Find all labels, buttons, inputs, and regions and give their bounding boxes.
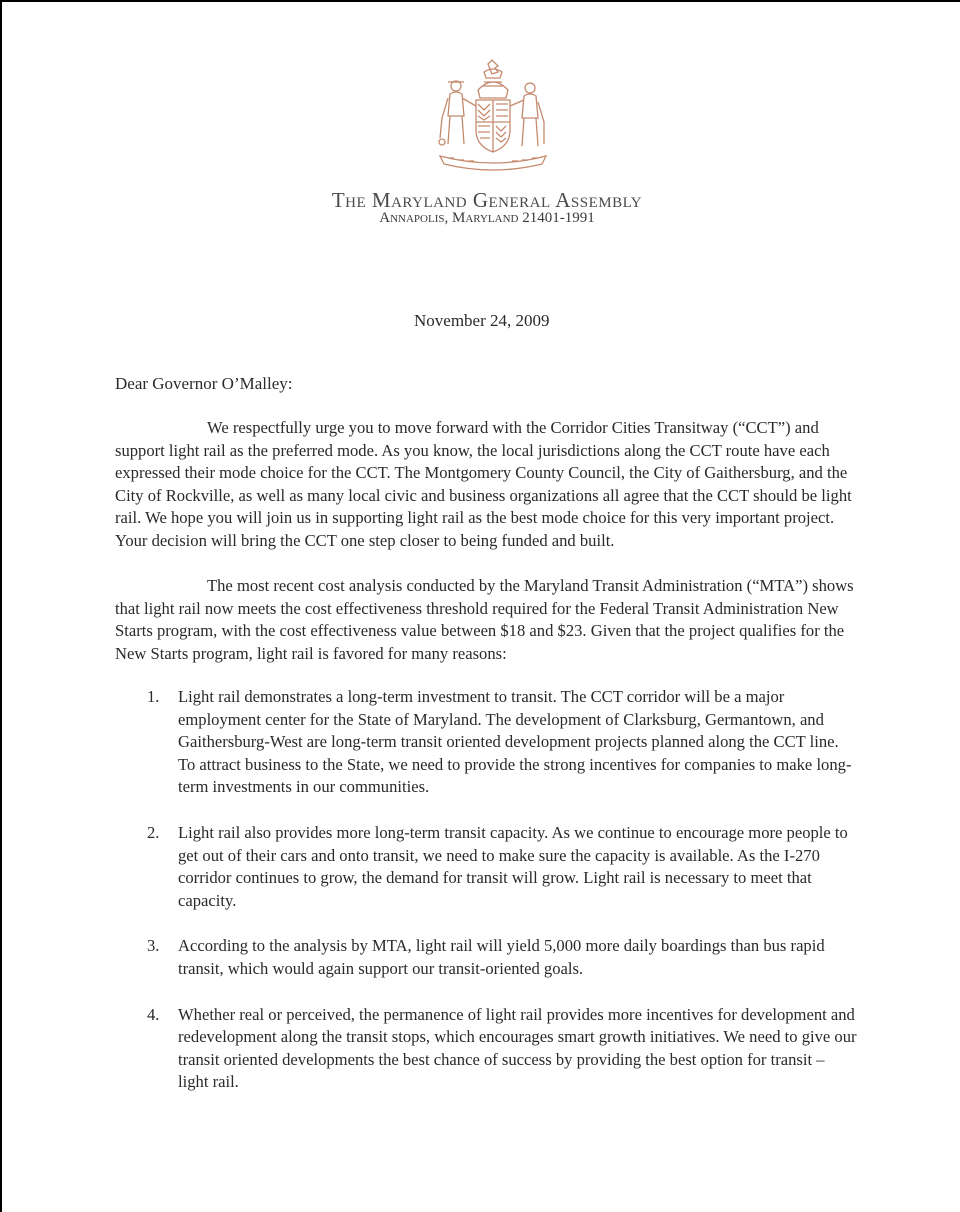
organization-address: Annapolis, Maryland 21401-1991 [379,210,595,226]
paragraph-text: We respectfully urge you to move forward with the Corridor Cities Transitway (“CCT”) and support light rail as the preferred mode. As you know, the local jurisdictions along the CCT route have each expressed their mode choice for the CCT. The Montgomery County Council, the City of Gaithersburg, and the City of Rockville, as well as many local civic and business organizations all agree that the CCT should be light rail. We hope you will join us in supporting light rail as the best mode choice for this very important project. Your decision will bring the CCT one step closer to being funded and built. [115,418,852,550]
reason-number: 1. [147,687,160,706]
organization-name: The Maryland General Assembly [331,188,643,212]
reason-number: 3. [147,936,160,956]
reason-item [147,1004,857,1094]
reason-text: According to the analysis by MTA, light rail will yield 5,000 more daily boardings than bus rapid transit, which would again support our transit-oriented goals. [178,936,825,978]
reason-item [147,935,857,980]
body-paragraph-2 [115,575,855,665]
salutation: Dear Governor O’Malley: [115,374,293,393]
reason-text: Light rail also provides more long-term transit capacity. As we continue to encourage more people to get out of their cars and onto transit, we need to make sure the capacity is available. As the I-270 corridor continues to grow, the demand for transit will grow. Light rail is necessary to meet that capacity. [178,822,848,910]
reason-number: 4. [147,1004,160,1024]
body-paragraph-1 [115,417,855,553]
maryland-great-seal-icon [434,58,552,176]
reason-item [147,822,857,912]
letter-date: November 24, 2009 [414,311,550,330]
paragraph-text: The most recent cost analysis conducted by the Maryland Transit Administration (“MTA”) shows that light rail now meets the cost effectiveness threshold required for the Federal Transit Administration New Starts program, with the cost effectiveness value between $18 and $23. Given that the project qualifies for the New Starts program, light rail is favored for many reasons: [115,576,854,663]
reason-text: Light rail demonstrates a long-term investment to transit. The CCT corridor will be a major employment center for the State of Maryland. The development of Clarksburg, Germantown, and Gaithersburg-West are long-term transit oriented development projects planned along the CCT line. To attract business to the State, we need to provide the strong incentives for companies to make long-term investments in our communities. [178,687,852,797]
reason-number: 2. [147,822,160,842]
reasons-list [147,686,857,1117]
reason-item [147,686,857,799]
reason-text: Whether real or perceived, the permanence of light rail provides more incentives for development and redevelopment along the transit stops, which encourages smart growth initiatives. We need to give our transit oriented developments the best chance of success by providing the best option for transit – light rail. [178,1004,857,1092]
